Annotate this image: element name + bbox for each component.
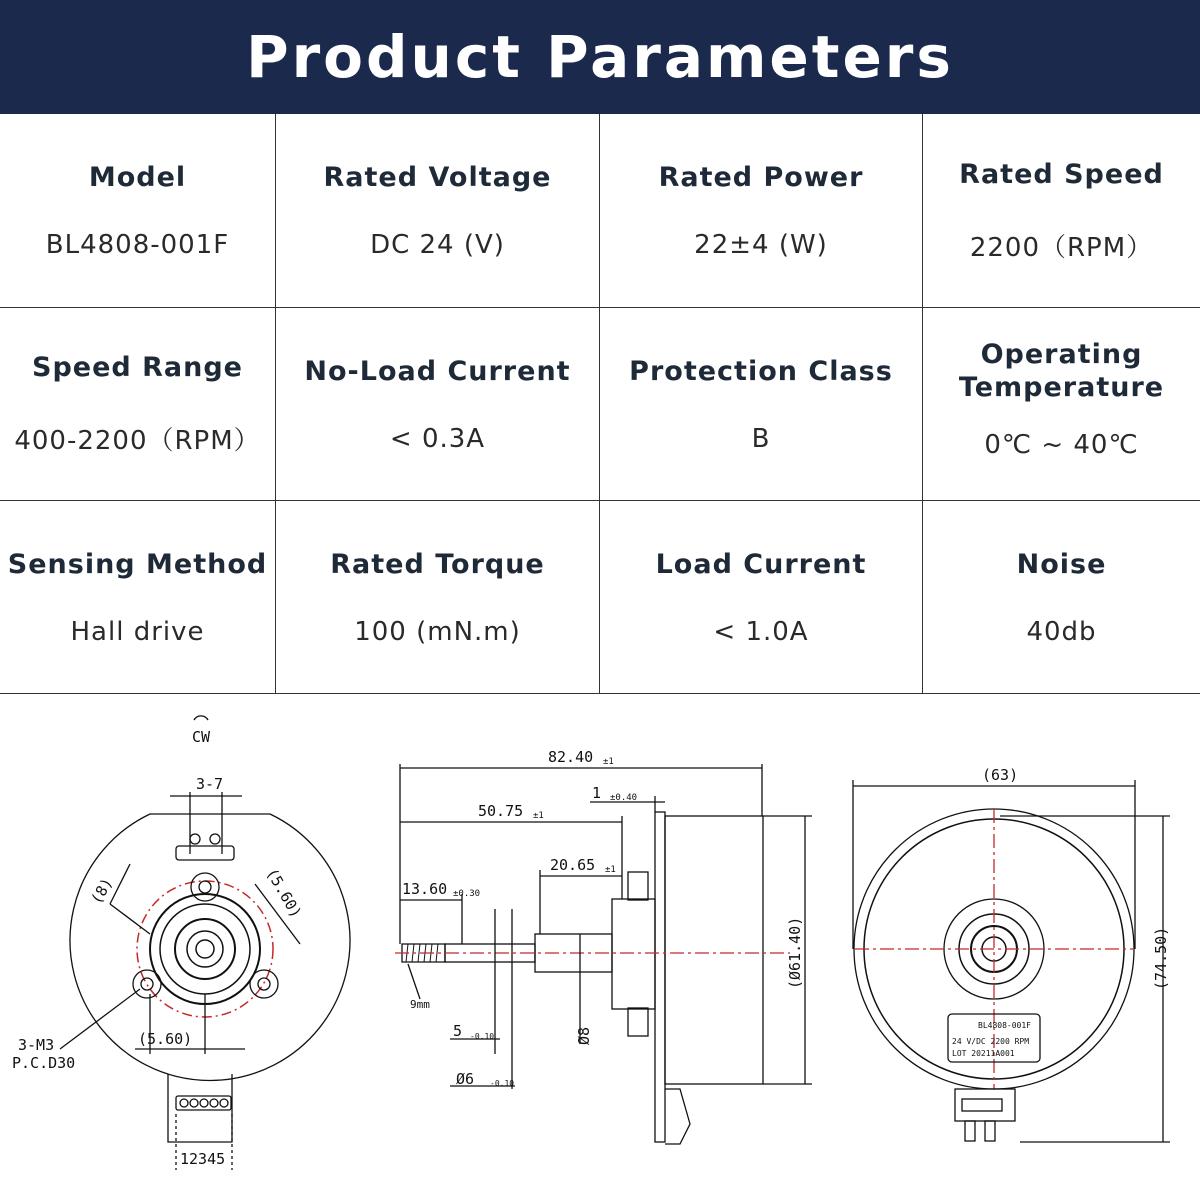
table-row	[0, 500, 1200, 693]
holes-spec-line1: 3-M3	[18, 1036, 55, 1054]
parameter-table	[0, 114, 1200, 694]
nameplate-rating: 24 V/DC 2200 RPM	[952, 1037, 1030, 1046]
connector-pin-numbers: 12345	[180, 1150, 226, 1168]
dim-lug-560-top: (5.60)	[262, 865, 306, 921]
dim-flange-tol: ±0.40	[610, 793, 638, 803]
dim-shaft-diameter: Ø6	[456, 1070, 475, 1088]
param-label: Rated Speed	[959, 158, 1164, 190]
dim-overall-length: 82.40	[548, 748, 594, 766]
param-label: Rated Voltage	[323, 162, 552, 193]
param-label-line2: Temperature	[958, 372, 1165, 403]
dim-body-diameter: (Ø61.40)	[786, 916, 804, 989]
dim-shaft-to-flange: 50.75	[478, 802, 524, 820]
param-value: 0℃ ~ 40℃	[984, 430, 1139, 460]
param-label: Sensing Method	[7, 548, 268, 580]
dim-boss-length: 20.65	[550, 856, 596, 874]
dim-thread-label: 9mm	[410, 998, 430, 1011]
param-cell-rated-voltage	[275, 114, 599, 307]
nameplate-model: BL4808-001F	[978, 1021, 1031, 1030]
dim-lug-8: (8)	[87, 874, 117, 908]
param-value: 2200（RPM）	[969, 232, 1154, 263]
param-cell-sensing-method	[0, 501, 275, 693]
dim-rear-height: (74.50)	[1152, 926, 1170, 990]
param-cell-protection-class	[599, 308, 922, 500]
header-banner	[0, 0, 1200, 114]
param-cell-rated-speed	[922, 114, 1200, 307]
connector-pins-block	[176, 1096, 231, 1110]
front-view-labels	[12, 728, 305, 1168]
param-value: 400-2200（RPM）	[14, 426, 261, 456]
dim-shaft-to-flange-tol: ±1	[533, 811, 544, 821]
param-label: Load Current	[655, 548, 867, 580]
param-label: Rated Torque	[330, 548, 545, 580]
nameplate-lot: LOT 20211A001	[952, 1049, 1015, 1058]
param-value: 100 (mN.m)	[354, 616, 521, 647]
param-label	[959, 338, 1164, 404]
param-cell-speed-range	[0, 308, 275, 500]
param-value: BL4808-001F	[45, 230, 230, 260]
dim-flange-thickness: 1	[592, 784, 602, 802]
dim-boss-diameter: Ø8	[575, 1026, 593, 1045]
dim-flat-tol: -0.10	[470, 1032, 495, 1041]
dim-boss-tol: ±1	[605, 865, 616, 875]
param-label: Protection Class	[629, 355, 893, 387]
param-label: No-Load Current	[304, 355, 571, 387]
dim-lug-560-bottom: (5.60)	[138, 1030, 193, 1048]
table-row	[0, 114, 1200, 307]
dim-shaft-tol: -0.10	[490, 1079, 515, 1088]
param-value: < 1.0A	[713, 616, 809, 647]
param-value: 22±4 (W)	[694, 230, 828, 260]
param-value: 40db	[1026, 616, 1097, 647]
param-value: Hall drive	[70, 616, 205, 647]
dim-rear-width: (63)	[982, 766, 1019, 784]
rear-view-drawing	[853, 780, 1170, 1142]
drawing-canvas	[0, 694, 1200, 1200]
param-cell-no-load-current	[275, 308, 599, 500]
param-value: DC 24 (V)	[370, 230, 505, 260]
param-cell-rated-torque	[275, 501, 599, 693]
page-title: Product Parameters	[246, 23, 954, 91]
motor-can-outline	[665, 816, 763, 1084]
dim-flat: 5	[453, 1022, 463, 1040]
technical-drawings	[0, 694, 1200, 1200]
param-label: Model	[88, 162, 187, 193]
param-cell-noise	[922, 501, 1200, 693]
dim-terminal-pitch: 3-7	[196, 775, 224, 793]
dim-thread-length: 13.60	[402, 880, 448, 898]
param-cell-load-current	[599, 501, 922, 693]
front-housing-outline	[70, 814, 350, 1080]
param-label-line1: Operating	[980, 339, 1143, 370]
param-label: Rated Power	[658, 162, 864, 193]
param-cell-rated-power	[599, 114, 922, 307]
rotation-label: CW	[192, 728, 211, 746]
connector-tab-outline	[168, 1074, 232, 1142]
dim-overall-tol: ±1	[603, 757, 614, 767]
rotation-arrow-icon	[194, 716, 208, 720]
param-label: Noise	[1016, 548, 1107, 580]
holes-spec-line2: P.C.D30	[12, 1054, 76, 1072]
param-label: Speed Range	[32, 352, 243, 383]
param-value: B	[751, 423, 771, 454]
param-cell-model	[0, 114, 275, 307]
dim-thread-tol: ±0.30	[453, 889, 481, 899]
table-row	[0, 307, 1200, 500]
param-cell-operating-temperature	[922, 308, 1200, 500]
param-value: < 0.3A	[389, 423, 486, 454]
flange-plate	[655, 812, 665, 1142]
